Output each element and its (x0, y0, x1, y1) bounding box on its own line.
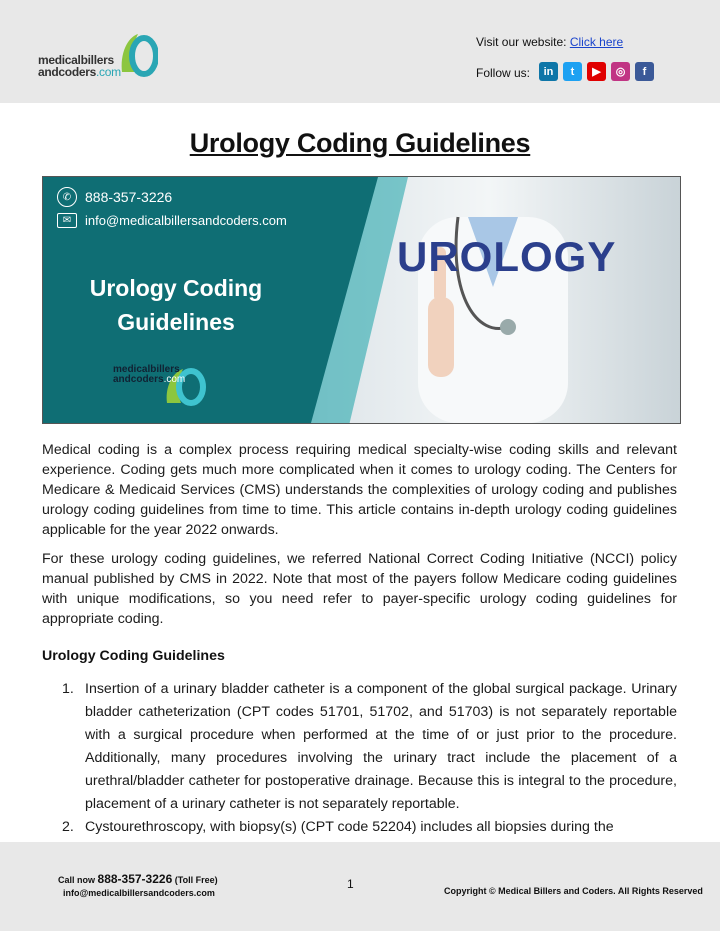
page-number: 1 (347, 877, 354, 891)
banner-urology-word: UROLOGY (397, 233, 617, 280)
banner-phone: ✆ 888-357-3226 (57, 187, 172, 207)
company-logo[interactable] (38, 28, 158, 84)
list-item-number: 2. (62, 819, 74, 835)
logo-wordmark: medicalbillers andcoders.com (38, 53, 121, 79)
list-item-number: 1. (62, 681, 74, 697)
footer-copyright: Copyright © Medical Billers and Coders. All Rights Reserved (444, 886, 703, 896)
list-item-text: Cystourethroscopy, with biopsy(s) (CPT code 52204) includes all biopsies during the (85, 819, 614, 835)
page-header (0, 0, 720, 103)
footer-email[interactable]: info@medicalbillersandcoders.com (63, 888, 215, 898)
list-item-text: Insertion of a urinary bladder catheter is a component of the global surgical package. Urinary bladder catheterization (CPT codes 51701, 51702, and 51703) is not separately reportable with a surgical procedure when performed at the time of or just prior to the procedure. Additionally, many procedures involving the urinary tract include the placement of a urethral/bladder catheter for postoperative drainage. Because this is integral to the procedure, placement of a urinary catheter is not separately reportable. (85, 681, 677, 812)
youtube-icon[interactable]: ▶ (587, 62, 606, 81)
list-item (62, 816, 677, 839)
follow-us-label: Follow us: (476, 66, 531, 80)
doctor-illustration (388, 177, 588, 423)
social-links (539, 62, 654, 81)
hero-banner (42, 176, 681, 424)
logo-mark-icon (118, 28, 158, 78)
banner-email: ✉ info@medicalbillersandcoders.com (57, 213, 287, 228)
banner-logo-wordmark: medicalbillers andcoders.com (113, 364, 186, 385)
section-subheading: Urology Coding Guidelines (42, 648, 225, 664)
visit-website: Visit our website: Click here (476, 35, 624, 49)
envelope-icon: ✉ (57, 213, 77, 228)
facebook-icon[interactable]: f (635, 62, 654, 81)
paragraph-intro: Medical coding is a complex process requiring medical specialty-wise coding skills and relevant experience. Coding gets much more complicated when it comes to urology coding. The Centers for Medicare & Medicaid Services (CMS) understands the complexities of urology coding and publishes urology coding guidelines from time to time. This article contains in-depth urology coding guidelines applicable for the year 2022 onwards. (42, 442, 677, 538)
page-title: Urology Coding Guidelines (189, 128, 531, 158)
paragraph-reference: For these urology coding guidelines, we referred National Correct Coding Initiative (NCCI) policy manual published by CMS in 2022. Note that most of the payers follow Medicare coding guidelines with unique modifications, so you need refer to payer-specific urology coding guidelines for appropriate coding. (42, 551, 677, 627)
page-footer (0, 842, 720, 931)
list-item (62, 678, 677, 816)
footer-call: Call now 888-357-3226 (Toll Free) (58, 872, 218, 886)
banner-heading: Urology Coding Guidelines (89, 275, 263, 335)
guidelines-list (62, 678, 677, 839)
phone-icon: ✆ (57, 187, 77, 207)
instagram-icon[interactable]: ◎ (611, 62, 630, 81)
website-link[interactable]: Click here (569, 35, 624, 49)
linkedin-icon[interactable]: in (539, 62, 558, 81)
footer-phone[interactable]: 888-357-3226 (97, 872, 173, 886)
twitter-icon[interactable]: t (563, 62, 582, 81)
